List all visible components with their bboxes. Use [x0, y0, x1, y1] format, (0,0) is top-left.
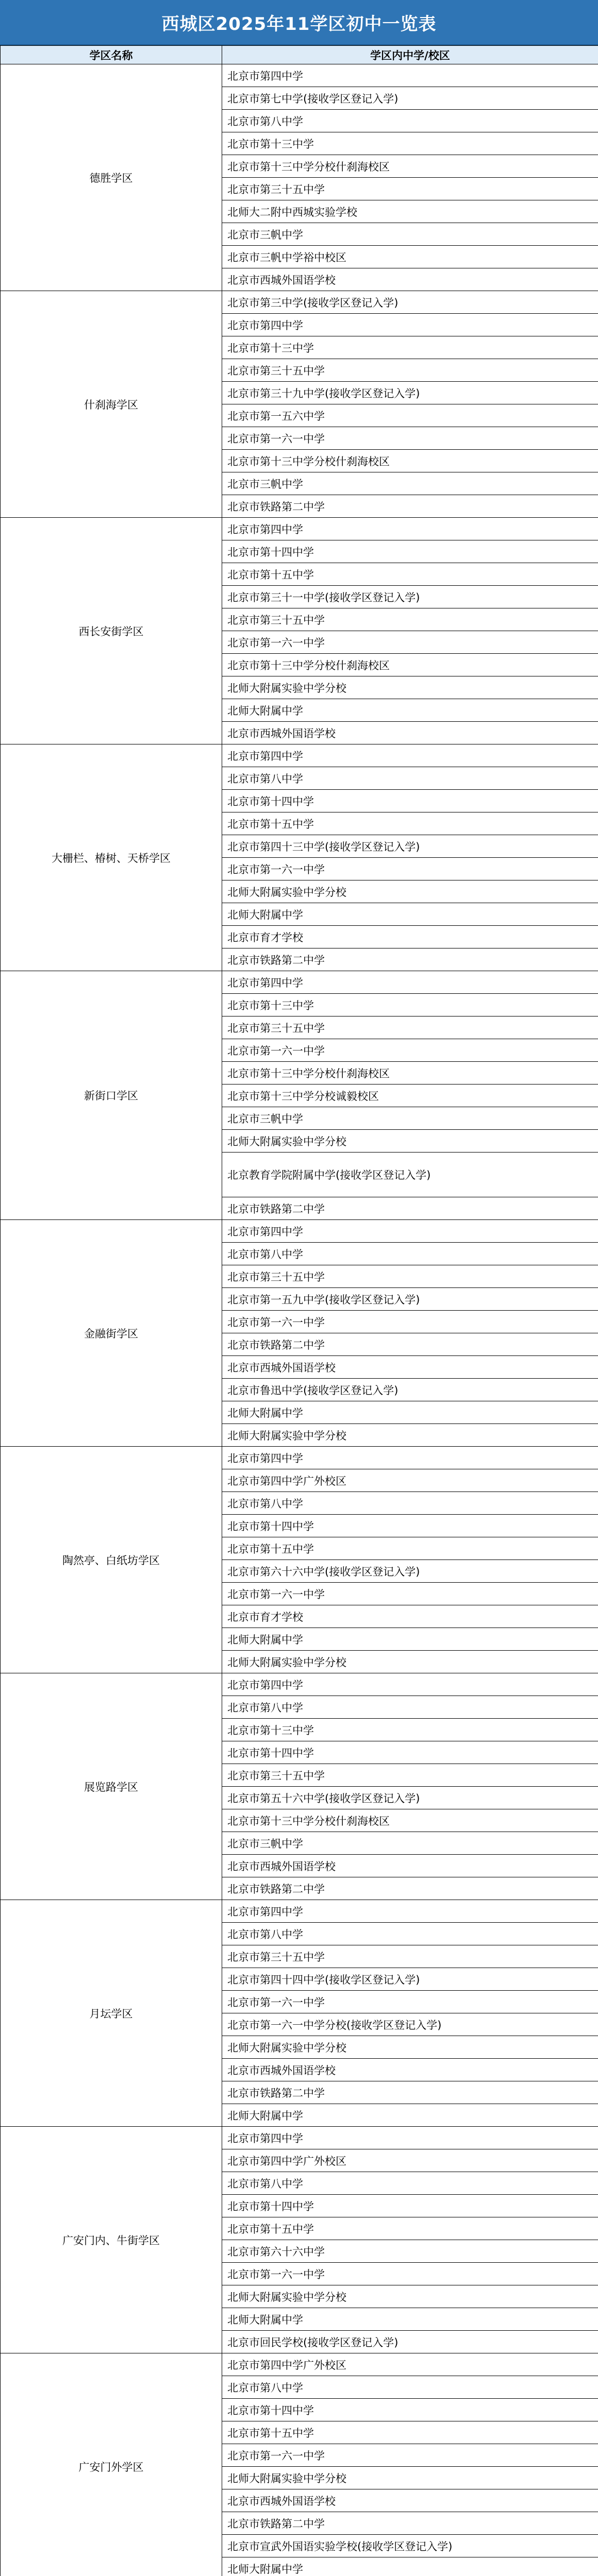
school-name-cell: 北京市第三十五中学 [222, 178, 598, 200]
school-name-cell: 北师大附属中学 [222, 2308, 598, 2331]
school-name-cell: 北京市第一五六中学 [222, 404, 598, 427]
table-row [1, 64, 598, 87]
school-name-cell: 北京市第四中学 [222, 971, 598, 994]
school-name-cell: 北京市铁路第二中学 [222, 495, 598, 518]
table-row [1, 518, 598, 540]
school-name-cell: 北京市第十三中学分校什刹海校区 [222, 450, 598, 472]
school-name-cell: 北京市第四中学广外校区 [222, 2149, 598, 2172]
district-name-cell: 月坛学区 [1, 1900, 222, 2127]
district-name-cell: 广安门内、牛街学区 [1, 2127, 222, 2353]
district-name-cell: 大栅栏、椿树、天桥学区 [1, 744, 222, 971]
school-name-cell: 北京市第三十一中学(接收学区登记入学) [222, 586, 598, 608]
table-row [1, 1900, 598, 1923]
school-name-cell: 北京市第十三中学分校什刹海校区 [222, 654, 598, 676]
school-name-cell: 北京市第一六一中学 [222, 1039, 598, 1062]
school-name-cell: 北京市第十三中学 [222, 132, 598, 155]
school-name-cell: 北京市第十四中学 [222, 1515, 598, 1537]
school-name-cell: 北京市西城外国语学校 [222, 2489, 598, 2512]
school-name-cell: 北京市第一六一中学 [222, 631, 598, 654]
district-name-cell: 西长安街学区 [1, 518, 222, 744]
table-row [1, 971, 598, 994]
school-name-cell: 北京市第三十五中学 [222, 1016, 598, 1039]
school-name-cell: 北京市三帆中学裕中校区 [222, 246, 598, 268]
school-name-cell: 北京市第八中学 [222, 2376, 598, 2399]
school-name-cell: 北师大附属实验中学分校 [222, 676, 598, 699]
school-name-cell: 北师大附属实验中学分校 [222, 2036, 598, 2059]
table-body [1, 64, 598, 2576]
school-name-cell: 北京市第三十五中学 [222, 1764, 598, 1787]
school-name-cell: 北京市铁路第二中学 [222, 1197, 598, 1220]
school-name-cell: 北京市铁路第二中学 [222, 1333, 598, 1356]
school-name-cell: 北京市第四中学 [222, 1673, 598, 1696]
school-name-cell: 北京市第八中学 [222, 767, 598, 790]
school-name-cell: 北京市第四中学 [222, 64, 598, 87]
school-name-cell: 北京市第十五中学 [222, 2217, 598, 2240]
school-name-cell: 北京市第七中学(接收学区登记入学) [222, 87, 598, 110]
school-name-cell: 北京市第十三中学分校什刹海校区 [222, 1062, 598, 1084]
school-name-cell: 北京市西城外国语学校 [222, 2059, 598, 2081]
school-name-cell: 北京市铁路第二中学 [222, 2512, 598, 2535]
table-row [1, 2127, 598, 2149]
school-name-cell: 北京市第六十六中学(接收学区登记入学) [222, 1560, 598, 1583]
school-name-cell: 北京市铁路第二中学 [222, 948, 598, 971]
school-name-cell: 北京市第十三中学 [222, 336, 598, 359]
school-name-cell: 北京市第三十五中学 [222, 1945, 598, 1968]
school-name-cell: 北师大附属中学 [222, 2104, 598, 2127]
school-name-cell: 北京市第三中学(接收学区登记入学) [222, 291, 598, 314]
school-name-cell: 北京市第四十三中学(接收学区登记入学) [222, 835, 598, 858]
school-name-cell: 北京市第十三中学 [222, 994, 598, 1016]
school-name-cell: 北京市第十五中学 [222, 1537, 598, 1560]
school-name-cell: 北师大附属实验中学分校 [222, 2467, 598, 2489]
school-name-cell: 北京市第四中学广外校区 [222, 2353, 598, 2376]
school-name-cell: 北京市第一六一中学分校(接收学区登记入学) [222, 2013, 598, 2036]
school-name-cell: 北京市第十五中学 [222, 2421, 598, 2444]
school-name-cell: 北京市育才学校 [222, 926, 598, 948]
school-name-cell: 北京市第十四中学 [222, 1741, 598, 1764]
page-title: 西城区2025年11学区初中一览表 [0, 0, 598, 45]
school-name-cell: 北师大附属中学 [222, 699, 598, 722]
school-name-cell: 北京市第十五中学 [222, 563, 598, 586]
school-name-cell: 北京市西城外国语学校 [222, 268, 598, 291]
school-name-cell: 北京市第四中学 [222, 2127, 598, 2149]
school-name-cell: 北京教育学院附属中学(接收学区登记入学) [222, 1153, 598, 1197]
school-name-cell: 北京市第一六一中学 [222, 1583, 598, 1605]
table-row [1, 744, 598, 767]
district-name-cell: 新街口学区 [1, 971, 222, 1220]
school-name-cell: 北师大附属中学 [222, 903, 598, 926]
school-name-cell: 北京市第八中学 [222, 110, 598, 132]
district-name-cell: 德胜学区 [1, 64, 222, 291]
table-row [1, 1447, 598, 1469]
school-name-cell: 北京市三帆中学 [222, 1107, 598, 1130]
school-name-cell: 北京市第十三中学 [222, 1719, 598, 1741]
school-name-cell: 北京市回民学校(接收学区登记入学) [222, 2331, 598, 2353]
school-name-cell: 北京市第八中学 [222, 2172, 598, 2195]
school-name-cell: 北京市三帆中学 [222, 223, 598, 246]
school-name-cell: 北京市铁路第二中学 [222, 2081, 598, 2104]
school-name-cell: 北京市第十三中学分校什刹海校区 [222, 155, 598, 178]
column-header-district: 学区名称 [1, 46, 222, 64]
school-name-cell: 北京市第一六一中学 [222, 858, 598, 880]
school-name-cell: 北师大附属中学 [222, 1628, 598, 1651]
column-header-schools: 学区内中学/校区 [222, 46, 598, 64]
district-name-cell: 金融街学区 [1, 1220, 222, 1447]
school-name-cell: 北京市第三十五中学 [222, 1265, 598, 1288]
table-row [1, 2353, 598, 2376]
school-name-cell: 北京市第四中学 [222, 518, 598, 540]
school-name-cell: 北京市第一五九中学(接收学区登记入学) [222, 1288, 598, 1311]
school-name-cell: 北京市第十四中学 [222, 2399, 598, 2421]
school-name-cell: 北师大附属实验中学分校 [222, 1130, 598, 1153]
school-name-cell: 北京市第八中学 [222, 1696, 598, 1719]
school-name-cell: 北京市第五十六中学(接收学区登记入学) [222, 1787, 598, 1809]
school-name-cell: 北京市第十五中学 [222, 812, 598, 835]
school-name-cell: 北京市第三十九中学(接收学区登记入学) [222, 382, 598, 404]
school-name-cell: 北京市第四十四中学(接收学区登记入学) [222, 1968, 598, 1991]
school-name-cell: 北京市宣武外国语实验学校(接收学区登记入学) [222, 2535, 598, 2557]
school-name-cell: 北师大附属实验中学分校 [222, 2285, 598, 2308]
school-name-cell: 北京市西城外国语学校 [222, 1356, 598, 1379]
school-name-cell: 北京市第一六一中学 [222, 2263, 598, 2285]
school-name-cell: 北京市第三十五中学 [222, 608, 598, 631]
table-row [1, 291, 598, 314]
school-name-cell: 北京市第四中学 [222, 314, 598, 336]
school-name-cell: 北京市铁路第二中学 [222, 1877, 598, 1900]
school-name-cell: 北京市第八中学 [222, 1923, 598, 1945]
school-name-cell: 北师大附属中学 [222, 2557, 598, 2576]
school-name-cell: 北京市第十四中学 [222, 2195, 598, 2217]
school-name-cell: 北师大附属实验中学分校 [222, 880, 598, 903]
school-name-cell: 北京市第四中学 [222, 1900, 598, 1923]
school-name-cell: 北京市第一六一中学 [222, 427, 598, 450]
school-name-cell: 北京市第十四中学 [222, 540, 598, 563]
school-name-cell: 北师大附属实验中学分校 [222, 1424, 598, 1447]
school-name-cell: 北京市西城外国语学校 [222, 722, 598, 744]
school-name-cell: 北京市第十三中学分校什刹海校区 [222, 1809, 598, 1832]
school-name-cell: 北京市第十三中学分校诚毅校区 [222, 1084, 598, 1107]
school-name-cell: 北京市西城外国语学校 [222, 1855, 598, 1877]
school-name-cell: 北京市第四中学广外校区 [222, 1469, 598, 1492]
school-name-cell: 北京市第三十五中学 [222, 359, 598, 382]
school-name-cell: 北京市第六十六中学 [222, 2240, 598, 2263]
school-name-cell: 北京市育才学校 [222, 1605, 598, 1628]
district-name-cell: 广安门外学区 [1, 2353, 222, 2576]
district-table [0, 45, 598, 2576]
school-name-cell: 北京市第一六一中学 [222, 1311, 598, 1333]
school-name-cell: 北京市第八中学 [222, 1492, 598, 1515]
school-name-cell: 北京市鲁迅中学(接收学区登记入学) [222, 1379, 598, 1401]
school-name-cell: 北京市第一六一中学 [222, 1991, 598, 2013]
school-name-cell: 北京市三帆中学 [222, 472, 598, 495]
table-row [1, 1673, 598, 1696]
header-row [1, 46, 598, 64]
school-name-cell: 北京市第十四中学 [222, 790, 598, 812]
table-row [1, 1220, 598, 1243]
school-name-cell: 北师大附属中学 [222, 1401, 598, 1424]
district-name-cell: 展览路学区 [1, 1673, 222, 1900]
school-name-cell: 北师大二附中西城实验学校 [222, 200, 598, 223]
school-name-cell: 北京市三帆中学 [222, 1832, 598, 1855]
school-name-cell: 北师大附属实验中学分校 [222, 1651, 598, 1673]
school-name-cell: 北京市第八中学 [222, 1243, 598, 1265]
district-name-cell: 陶然亭、白纸坊学区 [1, 1447, 222, 1673]
school-name-cell: 北京市第一六一中学 [222, 2444, 598, 2467]
school-name-cell: 北京市第四中学 [222, 1447, 598, 1469]
district-name-cell: 什刹海学区 [1, 291, 222, 518]
school-name-cell: 北京市第四中学 [222, 744, 598, 767]
school-name-cell: 北京市第四中学 [222, 1220, 598, 1243]
